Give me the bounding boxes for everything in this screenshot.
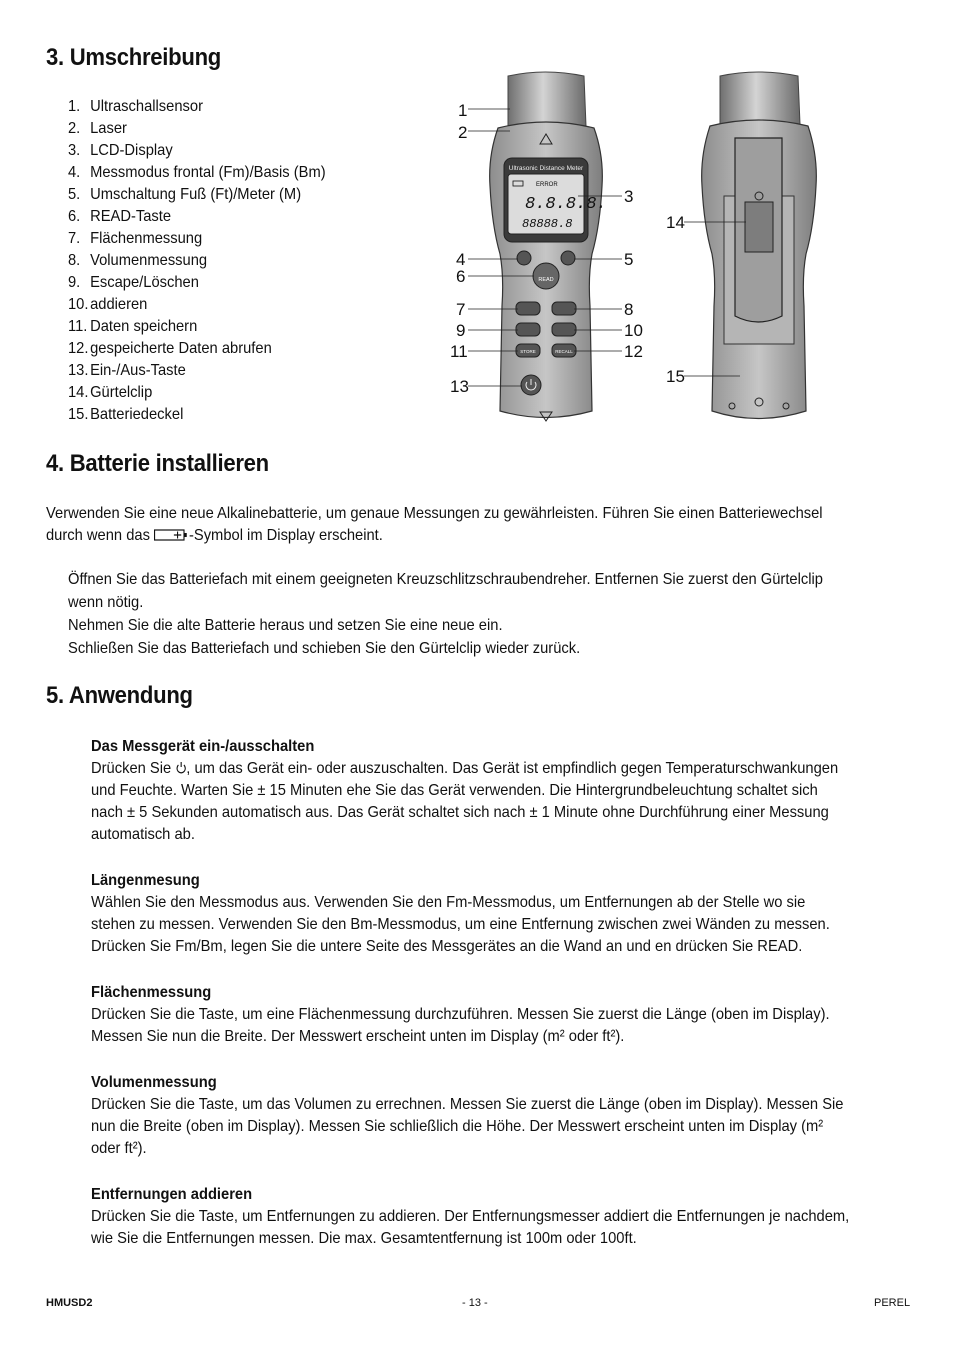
- battery-symbol-icon: [154, 529, 189, 541]
- mode-fm-bm-button[interactable]: [517, 251, 531, 265]
- area-button[interactable]: [516, 302, 540, 315]
- power-text-line: automatisch ab.: [91, 826, 195, 843]
- add-subheading: Entfernungen addieren: [91, 1186, 253, 1203]
- volume-subheading: Volumenmessung: [91, 1074, 217, 1091]
- section-4-heading: 4. Batterie installieren: [46, 450, 269, 477]
- list-item: 14. Gürtelclip: [68, 384, 153, 401]
- front-view: [490, 72, 607, 421]
- power-text-line: nach ± 5 Sekunden automatisch aus. Das Gerät schaltet sich nach ± 1 Minute ohne Durchführung einer Messung: [91, 804, 829, 821]
- list-item: 8. Volumenmessung: [68, 252, 208, 269]
- callout-7: 7: [456, 300, 466, 319]
- list-item: 5. Umschaltung Fuß (Ft)/Meter (M): [68, 186, 302, 203]
- parts-list: [68, 96, 326, 426]
- back-view: [702, 72, 817, 419]
- callout-2: 2: [458, 123, 468, 142]
- footer-model: HMUSD2: [46, 1297, 93, 1309]
- list-item: 15. Batteriedeckel: [68, 406, 184, 423]
- footer-brand: PEREL: [874, 1297, 911, 1309]
- callout-15: 15: [666, 367, 685, 386]
- add-button[interactable]: [552, 323, 576, 336]
- list-item: 12. gespeicherte Daten abrufen: [68, 340, 272, 357]
- list-item: 13. Ein-/Aus-Taste: [68, 362, 186, 379]
- callout-5: 5: [624, 250, 634, 269]
- callout-11: 11: [450, 342, 468, 361]
- footer-page-number: - 13 -: [462, 1297, 488, 1309]
- length-text-line: Drücken Sie Fm/Bm, legen Sie die untere Seite des Messgerätes an die Wand an und en drücken Sie READ.: [91, 938, 803, 955]
- list-item: 11. Daten speichern: [68, 318, 198, 335]
- callout-4: 4: [456, 250, 466, 269]
- length-subheading: Längenmesung: [91, 872, 200, 889]
- belt-clip-latch: [745, 202, 773, 252]
- callout-13: 13: [450, 377, 469, 396]
- list-item: 4. Messmodus frontal (Fm)/Basis (Bm): [68, 164, 326, 181]
- escape-clear-button[interactable]: [516, 323, 540, 336]
- add-text-line: wie Sie die Entfernungen messen. Die max. Gesamtentfernung ist 100m oder 100ft.: [91, 1230, 637, 1247]
- power-text-line: Drücken Sie , um das Gerät ein- oder auszuschalten. Das Gerät ist empfindlich gegen Temperaturschwankungen: [91, 760, 839, 777]
- recall-button-label: RECALL: [555, 349, 573, 354]
- battery-step-line: Schließen Sie das Batteriefach und schieben Sie den Gürtelclip wieder zurück.: [68, 640, 581, 657]
- callout-6: 6: [456, 267, 466, 286]
- ultrasonic-sensor: [508, 72, 586, 126]
- section-3-heading: 3. Umschreibung: [46, 44, 222, 71]
- section-5-heading: 5. Anwendung: [46, 682, 193, 709]
- volume-text-line: Drücken Sie die Taste, um das Volumen zu errechnen. Messen Sie zuerst die Länge (oben im Display). Messen Sie: [91, 1096, 844, 1113]
- read-button-label: READ: [538, 277, 554, 283]
- lcd-error-label: ERROR: [536, 182, 558, 188]
- list-item: 2. Laser: [68, 120, 127, 137]
- list-item: 9. Escape/Löschen: [68, 274, 199, 291]
- read-button[interactable]: [533, 263, 559, 289]
- volume-text-line: oder ft²).: [91, 1140, 147, 1157]
- area-subheading: Flächenmessung: [91, 984, 212, 1001]
- callout-12: 12: [624, 342, 643, 361]
- store-button-label: STORE: [520, 349, 536, 354]
- callout-8: 8: [624, 300, 634, 319]
- list-item: 6. READ-Taste: [68, 208, 172, 225]
- power-subheading: Das Messgerät ein-/ausschalten: [91, 738, 315, 755]
- area-text-line: Messen Sie nun die Breite. Der Messwert erscheint unten im Display (m² oder ft²).: [91, 1028, 625, 1045]
- battery-paragraph-line: durch wenn das -Symbol im Display erscheint.: [46, 527, 383, 544]
- add-text-line: Drücken Sie die Taste, um Entfernungen zu addieren. Der Entfernungsmesser addiert die Entfernungen je nachdem,: [91, 1208, 850, 1225]
- callout-9: 9: [456, 321, 466, 340]
- power-text-line: und Feuchte. Warten Sie ± 15 Minuten ehe Sie das Gerät verwenden. Die Hintergrundbeleuchtung schaltet sich: [91, 782, 818, 799]
- area-text-line: Drücken Sie die Taste, um eine Flächenmessung durchzuführen. Messen Sie zuerst die Länge (oben im Display).: [91, 1006, 830, 1023]
- lcd-digits-top: 8.8.8.8.: [525, 195, 607, 214]
- volume-button[interactable]: [552, 302, 576, 315]
- list-item: 3. LCD-Display: [68, 142, 173, 159]
- back-sensor: [720, 72, 800, 124]
- list-item: 10. addieren: [68, 296, 148, 313]
- list-item: 7. Flächenmessung: [68, 230, 203, 247]
- battery-paragraph-line: Verwenden Sie eine neue Alkalinebatterie, um genaue Messungen zu gewährleisten. Führen Sie einen Batteriewechsel: [46, 505, 823, 522]
- callout-10: 10: [624, 321, 643, 340]
- device-diagram: [440, 66, 820, 434]
- battery-step-line: wenn nötig.: [68, 594, 144, 611]
- device-title-label: Ultrasonic Distance Meter: [508, 165, 584, 172]
- battery-step-line: Nehmen Sie die alte Batterie heraus und setzen Sie eine neue ein.: [68, 617, 503, 634]
- unit-ft-m-button[interactable]: [561, 251, 575, 265]
- callout-1: 1: [458, 101, 468, 120]
- battery-step-line: Öffnen Sie das Batteriefach mit einem geeigneten Kreuzschlitzschraubendreher. Entfernen Sie zuerst den Gürtelclip: [68, 571, 823, 588]
- length-text-line: stehen zu messen. Verwenden Sie den Bm-Messmodus, um eine Entfernung zwischen zwei Wänden zu messen.: [91, 916, 830, 933]
- power-icon: [175, 761, 186, 774]
- volume-text-line: nun die Breite (oben im Display). Messen Sie schließlich die Höhe. Der Messwert erscheint unten im Display (m²: [91, 1118, 824, 1135]
- lcd-digits-bottom: 88888.8: [522, 217, 573, 231]
- length-text-line: Wählen Sie den Messmodus aus. Verwenden Sie den Fm-Messmodus, um Entfernungen ab der Stelle wo sie: [91, 894, 806, 911]
- callout-14: 14: [666, 213, 685, 232]
- callout-3: 3: [624, 187, 634, 206]
- list-item: 1. Ultraschallsensor: [68, 98, 203, 115]
